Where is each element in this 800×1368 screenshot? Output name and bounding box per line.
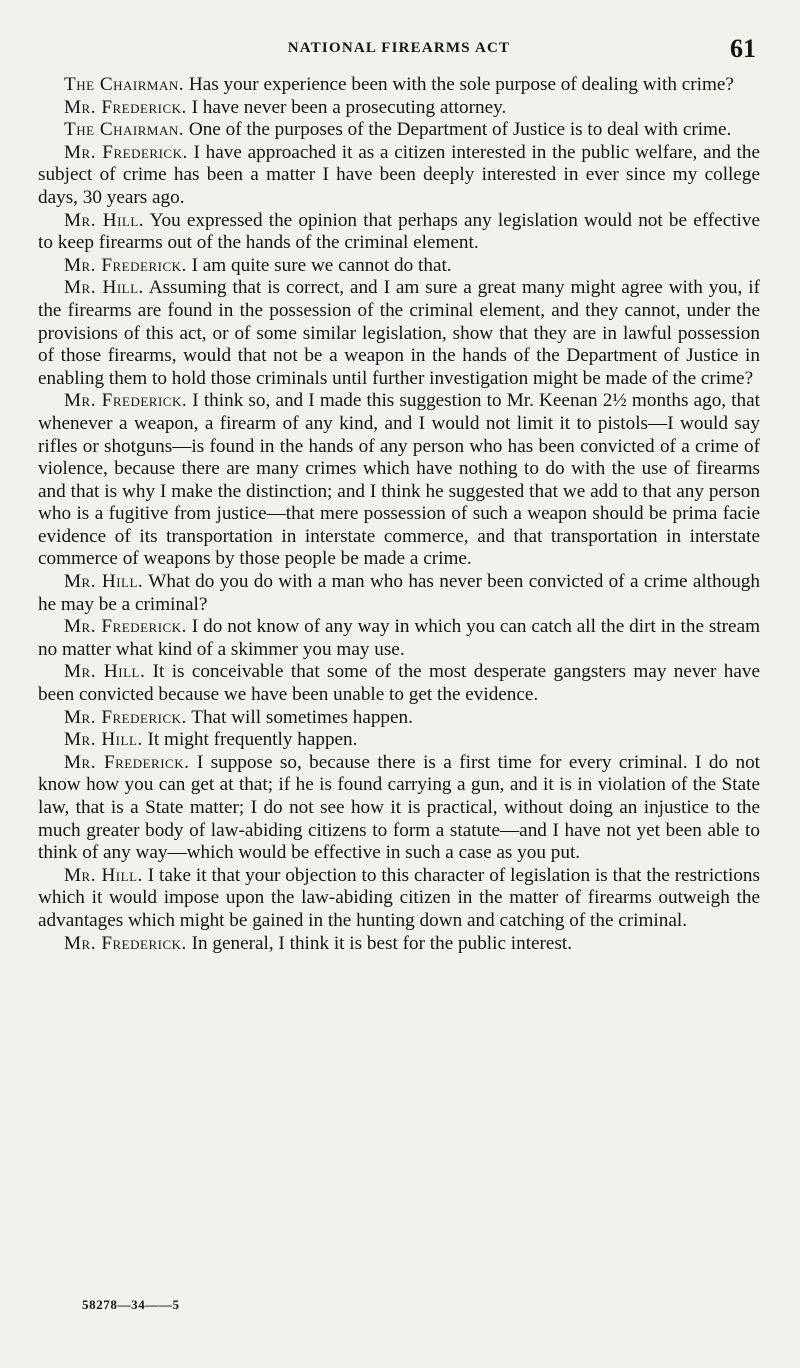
speaker-name: Mr. Frederick.: [64, 932, 187, 954]
paragraph-text: It might frequently happen.: [142, 729, 358, 751]
speaker-name: Mr. Frederick.: [64, 616, 187, 638]
paragraph-text: I do not know of any way in which you can catch all the dirt in the stream no matter what kind of a skimmer you may use.: [38, 616, 761, 660]
speaker-name: Mr. Hill.: [64, 864, 143, 886]
transcript-paragraph: [38, 661, 760, 706]
paragraph-text: I have never been a prosecuting attorney.: [186, 96, 507, 118]
speaker-name: Mr. Frederick.: [64, 141, 188, 163]
speaker-name: Mr. Hill.: [64, 571, 144, 593]
speaker-name: Mr. Hill.: [64, 729, 143, 751]
paragraph-text: You expressed the opinion that perhaps any legislation would not be effective to keep firearms out of the hands of the criminal element.: [38, 209, 760, 254]
paragraph-text: I think so, and I made this suggestion to Mr. Keenan 2½ months ago, that whenever a weapon, a firearm of any kind, and I would not limit it to pistols—I would say rifles or shotguns—is found in the hands of any person who has been convicted of a crime of violence, because there are many crimes which have nothing to do with the use of firearms and that is why I make the distinction; and I think he suggested that we add to that any person who is a fugitive from justice—that mere possession of such a weapon should be prima facie evidence of its transportation in interstate commerce, and that transportation in interstate commerce of weapons by those people be made a crime.: [38, 390, 761, 570]
speaker-name: Mr. Frederick.: [64, 390, 188, 412]
transcript-paragraph: [38, 933, 760, 956]
paragraph-text: I take it that your objection to this character of legislation is that the restrictions which it would impose upon the law-abiding citizen in the matter of firearms outweigh the advantages which might be gained in the hunting down and catching of the criminal.: [38, 864, 760, 931]
speaker-name: The Chairman.: [64, 119, 185, 141]
transcript-paragraph: [38, 74, 760, 97]
page-number: 61: [730, 34, 756, 63]
speaker-name: Mr. Hill.: [64, 661, 146, 683]
print-code: 58278—34——5: [82, 1297, 180, 1312]
transcript-paragraph: [38, 752, 760, 865]
paragraph-text: Assuming that is correct, and I am sure a great many might agree with you, if the firearms are found in the possession of the criminal element, and they cannot, under the provisions of this act, or of some similar legislation, show that they are in lawful possession of those firearms, would that not be a weapon in the hands of the Department of Justice in enabling them to hold those criminals until further investigation might be made of the crime?: [38, 277, 760, 389]
speaker-name: Mr. Hill.: [64, 277, 144, 299]
paragraph-text: I suppose so, because there is a first time for every criminal. I do not know how you can get at that; if he is found carrying a gun, and it is in violation of the State law, that is a State matter; I do not see how it is practical, without doing an injustice to the much greater body of law-abiding citizens to form a statute—and I have not yet been able to think of any way—which would be effective in such a case as you put.: [38, 751, 760, 864]
speaker-name: Mr. Frederick.: [64, 96, 187, 118]
paragraph-text: In general, I think it is best for the public interest.: [186, 932, 573, 954]
transcript-paragraph: [38, 865, 760, 933]
speaker-name: Mr. Frederick.: [64, 706, 187, 728]
transcript-paragraph: [38, 707, 760, 730]
transcript-paragraph: [38, 616, 760, 661]
paragraph-text: Has your experience been with the sole purpose of dealing with crime?: [184, 74, 734, 95]
paragraph-text: What do you do with a man who has never been convicted of a crime although he may be a criminal?: [38, 571, 760, 615]
transcript-paragraph: [38, 97, 760, 120]
speaker-name: Mr. Hill.: [64, 209, 145, 231]
speaker-name: Mr. Frederick.: [64, 254, 187, 276]
paragraph-text: That will sometimes happen.: [186, 706, 413, 728]
paragraph-text: I have approached it as a citizen interested in the public welfare, and the subject of crime has been a matter I have been deeply interested in ever since my college days, 30 years ago.: [38, 141, 760, 208]
transcript-paragraph: [38, 210, 760, 255]
paragraph-text: I am quite sure we cannot do that.: [186, 254, 452, 276]
speaker-name: The Chairman.: [64, 74, 185, 95]
transcript-paragraph: [38, 119, 760, 142]
page-header: [38, 34, 760, 74]
transcript-paragraph: [38, 277, 760, 390]
transcript-paragraph: [38, 729, 760, 752]
paragraph-text: One of the purposes of the Department of Justice is to deal with crime.: [184, 119, 732, 141]
running-head: NATIONAL FIREARMS ACT: [287, 40, 511, 56]
transcript-paragraph: [38, 390, 760, 571]
transcript-paragraph: [38, 255, 760, 278]
transcript-body: [38, 74, 760, 955]
speaker-name: Mr. Frederick.: [64, 751, 190, 773]
transcript-paragraph: [38, 142, 760, 210]
paragraph-text: It is conceivable that some of the most desperate gangsters may never have been convicted because we have been unable to get the evidence.: [38, 661, 760, 706]
transcript-paragraph: [38, 571, 760, 616]
